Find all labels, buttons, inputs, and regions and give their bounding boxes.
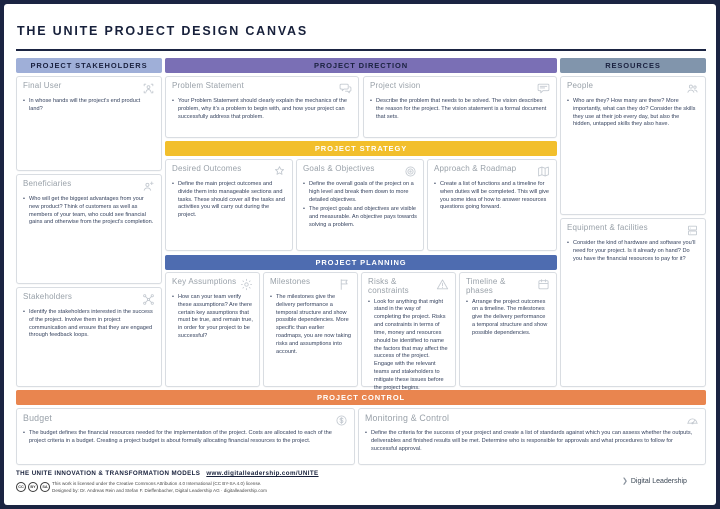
card-bullet: • In whose hands will the project’s end product land?: [23, 98, 155, 114]
card-title-equipment-facilities: Equipment & facilities: [567, 223, 648, 232]
header-project-planning: PROJECT PLANNING: [165, 255, 557, 270]
card-title-desired-outcomes: Desired Outcomes: [172, 164, 242, 173]
footer-models-label: [16, 470, 319, 477]
cc-sa-badge-icon: SA: [40, 482, 50, 492]
card-budget: [16, 408, 355, 465]
header-resources: RESOURCES: [560, 58, 706, 73]
card-equipment-facilities: [560, 218, 706, 387]
people-group-icon: [686, 82, 699, 95]
cc-by-badge-icon: BY: [28, 482, 38, 492]
card-bullet: • The project goals and objectives are visible and measurable. An objective pays towards solving a problem.: [303, 206, 417, 229]
card-bullet: • Your Problem Statement should clearly explain the mechanics of the problem, why it’s a problem to begin with, and how your project can successfully address that problem.: [172, 98, 352, 121]
footer-license-line1: This work is licensed under the Creative Commons Attribution 4.0 International (CC BY-SA 4.0) license.: [52, 481, 262, 486]
page-title: THE UNITE PROJECT DESIGN CANVAS: [17, 24, 309, 38]
card-milestones: [263, 272, 358, 387]
timeline-calendar-icon: [537, 278, 550, 291]
card-bullet: • Consider the kind of hardware and software you’ll need for your project. Is it already on hand? Do you have the financial resources to pay for it?: [567, 240, 699, 263]
card-bullet: • Create a list of functions and a timeline for when duties will be completed. This will give you some idea of how to answer resources questions going forward.: [434, 181, 550, 212]
budget-coin-icon: [335, 414, 348, 427]
user-frame-icon: [142, 82, 155, 95]
header-project-direction: PROJECT DIRECTION: [165, 58, 557, 73]
speech-bubbles-icon: [339, 82, 352, 95]
card-bullet: • Who will get the biggest advantages from your new product? Think of customers as well as members of your team, who could see financial gains and otherwise from the project’s completion.: [23, 196, 155, 227]
target-icon: [404, 165, 417, 178]
brand-logo: [622, 477, 687, 485]
outcomes-star-icon: [273, 165, 286, 178]
header-project-stakeholders: PROJECT STAKEHOLDERS: [16, 58, 162, 73]
card-title-monitoring-control: Monitoring & Control: [365, 413, 450, 423]
brand-name: Digital Leadership: [630, 477, 687, 485]
beneficiary-star-icon: [142, 180, 155, 193]
header-project-strategy: PROJECT STRATEGY: [165, 141, 557, 156]
card-title-approach-roadmap: Approach & Roadmap: [434, 164, 517, 173]
brand-chevron-icon: ❯: [622, 478, 628, 485]
footer-license-line2: Designed by: Dr. Andreas Rein and Stefan F. Dieffenbacher, Digital Leadership AG · digitalleadership.com: [52, 487, 267, 493]
card-bullet: • Arrange the project outcomes on a timeline. The milestones give the delivery performance a temporal structure and show possible dependencies.: [466, 299, 550, 338]
footer-models-text: THE UNITE INNOVATION & TRANSFORMATION MODELS: [16, 470, 201, 477]
card-title-key-assumptions: Key Assumptions: [172, 277, 237, 286]
card-title-final-user: Final User: [23, 81, 62, 90]
header-project-control: PROJECT CONTROL: [16, 390, 706, 405]
stakeholder-network-icon: [142, 293, 155, 306]
assumptions-gear-icon: [240, 278, 253, 291]
card-title-project-vision: Project vision: [370, 81, 421, 90]
card-beneficiaries: [16, 174, 162, 284]
monitoring-gauge-icon: [686, 414, 699, 427]
milestone-flag-icon: [338, 278, 351, 291]
card-bullet: • Look for anything that might stand in the way of completing the project. Risks and constraints in terms of time, money and resources should be identified to name the factors that may affect the success of the project. Engage with the relevant teams and stakeholders to mitigate these issues before the project begins.: [368, 299, 449, 393]
card-bullet: • How can your team verify these assumptions? Are there certain key assumptions that must be true, and remain true, in order for your project to be successful?: [172, 294, 253, 341]
card-bullet: • Identify the stakeholders interested in the success of the project. Involve them in project communication and ensure that they are engaged through feedback loops.: [23, 309, 155, 340]
card-title-budget: Budget: [23, 413, 53, 423]
card-approach-roadmap: [427, 159, 557, 251]
card-final-user: [16, 76, 162, 171]
card-title-people: People: [567, 81, 594, 90]
equipment-server-icon: [686, 224, 699, 237]
cc-badge-icon: CC: [16, 482, 26, 492]
card-title-timeline-phases: Timeline & phases: [466, 277, 506, 295]
card-title-risks-constraints: Risks & constraints: [368, 277, 409, 295]
footer-license: [52, 481, 267, 495]
risk-warning-icon: [436, 278, 449, 291]
card-bullet: • Who are they? How many are there? More importantly, what can they do? Consider the skills they use at their job every day, but also the hidden, untapped skills they also have.: [567, 98, 699, 129]
card-title-milestones: Milestones: [270, 277, 311, 286]
card-monitoring-control: [358, 408, 706, 465]
card-title-goals-objectives: Goals & Objectives: [303, 164, 375, 173]
roadmap-map-icon: [537, 165, 550, 178]
card-risks-constraints: [361, 272, 456, 391]
card-title-beneficiaries: Beneficiaries: [23, 179, 72, 188]
card-stakeholders: [16, 287, 162, 387]
card-bullet: • Define the overall goals of the project on a high level and break them down to more detailed objectives.: [303, 181, 417, 204]
card-title-stakeholders: Stakeholders: [23, 292, 73, 301]
card-goals-objectives: [296, 159, 424, 251]
title-divider: [16, 49, 706, 51]
card-people: [560, 76, 706, 215]
card-desired-outcomes: [165, 159, 293, 251]
card-bullet: • Describe the problem that needs to be solved. The vision describes the reason for the project. The vision statement is a formal document that sets.: [370, 98, 550, 121]
card-timeline-phases: [459, 272, 557, 387]
card-project-vision: [363, 76, 557, 138]
card-bullet: • Define the criteria for the success of your project and create a list of standards against which you can assess whether the outputs, deliverables and finished results will be met. Determine who is responsible for approvals and what procedures to follow for successful approval.: [365, 430, 699, 453]
footer-link[interactable]: www.digitalleadership.com/UNITE: [206, 470, 319, 477]
card-key-assumptions: [165, 272, 260, 387]
card-bullet: • Define the main project outcomes and divide them into manageable sections and tasks. These should cover all the tasks and activities you will carry out during the project.: [172, 181, 286, 220]
card-bullet: • The milestones give the delivery performance a temporal structure and show possible dependencies. More specific than earlier roadmaps, you are now taking risks and assumptions into account.: [270, 294, 351, 357]
cc-license-badges: [16, 482, 50, 492]
card-title-problem-statement: Problem Statement: [172, 81, 244, 90]
vision-bubble-icon: [537, 82, 550, 95]
card-problem-statement: [165, 76, 359, 138]
card-bullet: • The budget defines the financial resources needed for the implementation of the project. Costs are allocated to each of the project criteria in a budget. Creating a project budget is about formally allocating financial resources to the project.: [23, 430, 348, 446]
